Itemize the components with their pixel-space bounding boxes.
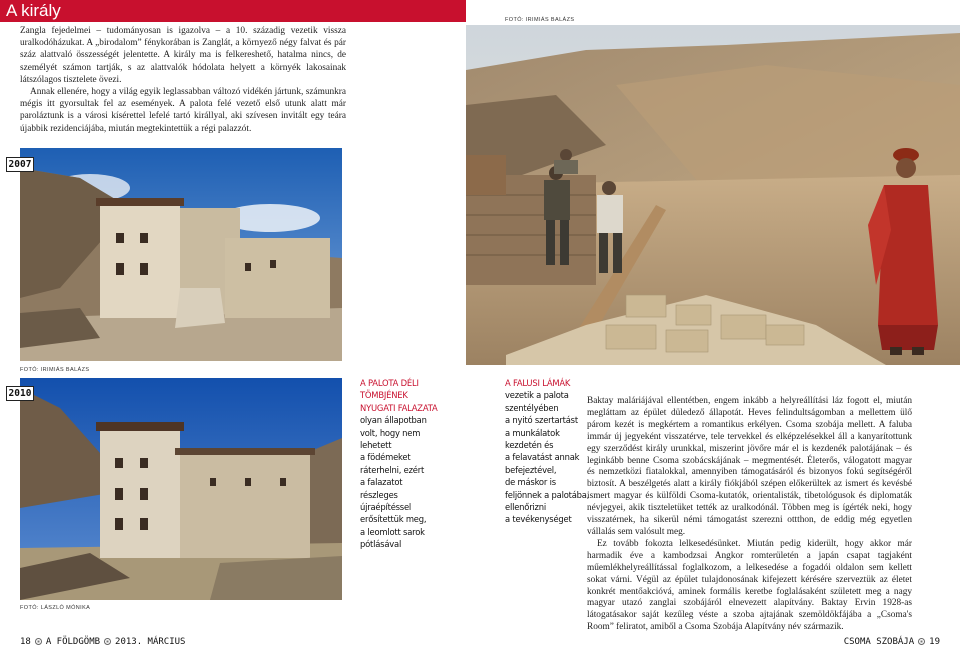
caption2-text-line: a munkálatok xyxy=(505,427,560,438)
lead-paragraph-2: Annak ellenére, hogy a világ egyik leglassabban változó vidékén jártunk, számunkra mégis itt gyorsultak fel az események. A palota felé vezető első utunk alatt már paroláztunk is a városi kísérettel lefelé tartó királlyal, aki szívesen invitált egy teára újabbik rezidenciájába, miután megtekintettük a régi palazzót. xyxy=(20,87,346,134)
caption2-text-line: de máskor is xyxy=(505,477,556,488)
caption1-text-line: a födémeket xyxy=(360,452,411,463)
caption1-text-line: lehetett xyxy=(360,440,392,451)
caption1-text-line: erősítettük meg, xyxy=(360,514,427,525)
palace-2007-photo xyxy=(20,148,342,361)
caption1-heading-line: NYUGATI FALAZATA xyxy=(360,402,438,413)
caption-palace-wall xyxy=(360,377,460,551)
caption2-heading-line: A FALUSI LÁMÁK xyxy=(505,378,571,388)
lead-paragraph-1: Zangla fejedelmei – tudományosan is igazolva – a 10. századig vezetik vissza uralkodóházukat. A „birodalom” fénykorában is Zanglát, a környező négy falvat és pár száz alattvaló összességét jelentette. A király ma is felkereshető, hatalma nincs, de személyét számon tartják, s az alattvalók hódolata helyett a környék lakosainak látszólagos tisztelete övezi. xyxy=(20,26,346,85)
caption2-text-line: feljönnek a palotába, xyxy=(505,489,590,500)
lead-text xyxy=(20,25,346,135)
caption1-text-line: volt, hogy nem xyxy=(360,427,421,438)
body-text xyxy=(587,396,912,634)
year-label-2010: 2010 xyxy=(6,386,34,401)
caption-village-lamas xyxy=(505,377,590,526)
section-title: A király xyxy=(6,1,61,20)
caption1-heading-line: TÖMBJÉNEK xyxy=(360,390,408,401)
caption1-text-line: a leomlott sarok xyxy=(360,526,425,537)
caption2-text-line: kezdetén és xyxy=(505,440,554,451)
caption2-text-line: szentélyében xyxy=(505,402,559,413)
caption2-text-line: befejeztével, xyxy=(505,464,557,475)
footer-right xyxy=(844,637,940,647)
footer-issue-date: 2013. MÁRCIUS xyxy=(115,637,186,647)
bullet-icon xyxy=(35,638,42,645)
caption2-text-line: a nyitó szertartást xyxy=(505,415,578,426)
caption2-text-line: ellenőrizni xyxy=(505,502,546,513)
caption1-text-line: részleges xyxy=(360,489,398,500)
footer-magazine-name: A FÖLDGÖMB xyxy=(45,637,101,647)
caption1-text-line: ráterhelni, ezért xyxy=(360,464,425,475)
body-paragraph-1: Baktay maláriájával ellentétben, engem inkább a helyreállítási láz fogott el, miután megláttam az épület düledező állapotát. Heves felindultságomban a mellettem ülő párom kezét is megkértem a romantikus erkélyen. Csoma szobája mellett. A faluba immár új jegyeként visszatérve, tele tervekkel és elképzelésekkel áll a kanyarítottunk egy szerződést király urunkkal, miszerint jövőre már el is kezdenék palotájának – és leginkább benne Csoma szobácskájának – megmentését. Életerős, válogatott magyar és nemzetközi fiatalokkal, amennyiben támogatásáról és bizonyos fokú segítségéről biztosít. A beszélgetés alatt a király fiókjából szépen előkerültek az ismert és kevésbé ismert magyar és külföldi Csoma-kutatók, orientalisták, tibetológusok és diplomaták névjegyei, akik tiszteletüket tették az uralkodónál. Többen meg is ígérték neki, hogy visszatérnek, ha sikerül némi támogatást szerezni ottthon, de eddig még egyetlen vállalás sem valósult meg. xyxy=(587,396,912,537)
caption2-text-line: a tevékenységet xyxy=(505,514,572,525)
workers-and-lama-photo xyxy=(466,25,960,365)
workers-and-lama-illustration xyxy=(466,25,960,365)
palace-2010-illustration xyxy=(20,378,342,600)
caption2-text-line: a felavatást annak xyxy=(505,452,580,463)
palace-2010-photo xyxy=(20,378,342,600)
caption1-heading-line: A PALOTA DÉLI xyxy=(360,378,419,388)
caption2-text-line: vezetik a palota xyxy=(505,390,569,401)
photo-credit-2007: FOTÓ: IRIMIÁS BALÁZS xyxy=(20,367,90,373)
caption1-text-line: pótlásával xyxy=(360,539,402,550)
bullet-icon xyxy=(104,638,111,645)
photo-credit-top-right: FOTÓ: IRIMIÁS BALÁZS xyxy=(505,17,575,23)
year-label-2007: 2007 xyxy=(6,157,34,172)
footer-page-number-left: 18 xyxy=(20,637,31,647)
footer-page-number-right: 19 xyxy=(929,637,940,647)
body-paragraph-2: Ez tovább fokozta lelkesedésünket. Miután pedig kiderült, hogy akkor már harmadik éve a kambodzsai Angkor romterületén a japán csapat tagjaként műemlékhelyreállítással foglalkozom, a lelkesedése a fogadói oldalon sem kellett sokat várni. Végül az épület tulajdonosának kifejezett kérésére szerveztük az életet konkrét mentőakcióvá, aminek formális keretbe foglalásaként született meg a nagy magyar utazó zanglai szobájáról elnevezett alapítvány. Baktay Ervin 1928-as látogatásakor saját kezűleg véste a szoba ajtajának szemöldökfájába a „Csoma's Room” feliratot, amiből a Csoma Szobája Alapítvány név származik. xyxy=(587,538,912,633)
footer-left xyxy=(20,637,185,647)
footer-section-name: CSOMA SZOBÁJA xyxy=(843,637,915,647)
bullet-icon xyxy=(918,638,925,645)
caption1-text-line: újraépítéssel xyxy=(360,502,412,513)
photo-credit-2010: FOTÓ: LÁSZLÓ MÓNIKA xyxy=(20,605,91,611)
section-header-bar xyxy=(0,0,466,22)
caption1-text-line: olyan állapotban xyxy=(360,415,427,426)
caption1-text-line: a falazatot xyxy=(360,477,403,488)
palace-2007-illustration xyxy=(20,148,342,361)
